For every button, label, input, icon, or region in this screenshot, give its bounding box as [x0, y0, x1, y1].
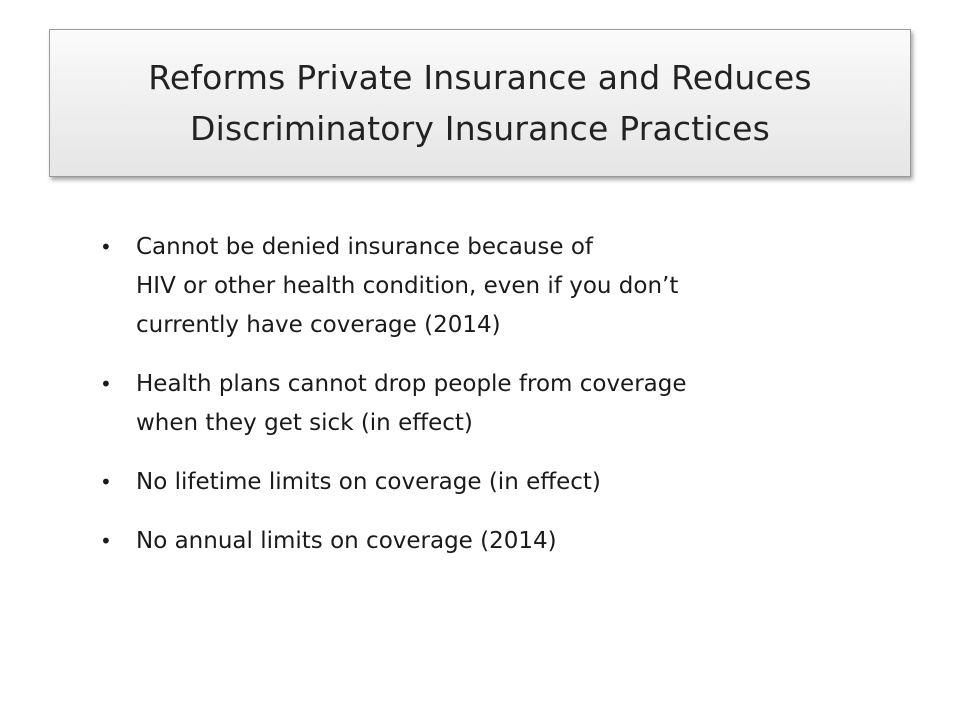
bullet-text-line: Health plans cannot drop people from coverage: [136, 371, 687, 397]
bullet-text-line: No annual limits on coverage (2014): [136, 528, 557, 554]
bullet-dot-icon: •: [100, 470, 112, 494]
title-box: [49, 29, 911, 177]
bullet-item: [100, 228, 880, 345]
bullet-text-line: HIV or other health condition, even if you don’t: [136, 273, 679, 299]
bullet-dot-icon: •: [100, 235, 112, 259]
slide-title-line-2: Discriminatory Insurance Practices: [189, 109, 770, 148]
slide-title-line-1: Reforms Private Insurance and Reduces: [148, 58, 812, 97]
bullet-text-line: No lifetime limits on coverage (in effect): [136, 469, 601, 495]
bullet-dot-icon: •: [100, 372, 112, 396]
bullet-text-line: when they get sick (in effect): [136, 410, 473, 436]
bullet-list: [100, 228, 880, 561]
bullet-text-line: Cannot be denied insurance because of: [136, 234, 593, 260]
bullet-item: [100, 522, 880, 561]
bullet-dot-icon: •: [100, 529, 112, 553]
slide-title: [148, 52, 812, 154]
bullet-item: [100, 463, 880, 502]
bullet-item: [100, 365, 880, 443]
bullet-text-line: currently have coverage (2014): [136, 312, 501, 338]
